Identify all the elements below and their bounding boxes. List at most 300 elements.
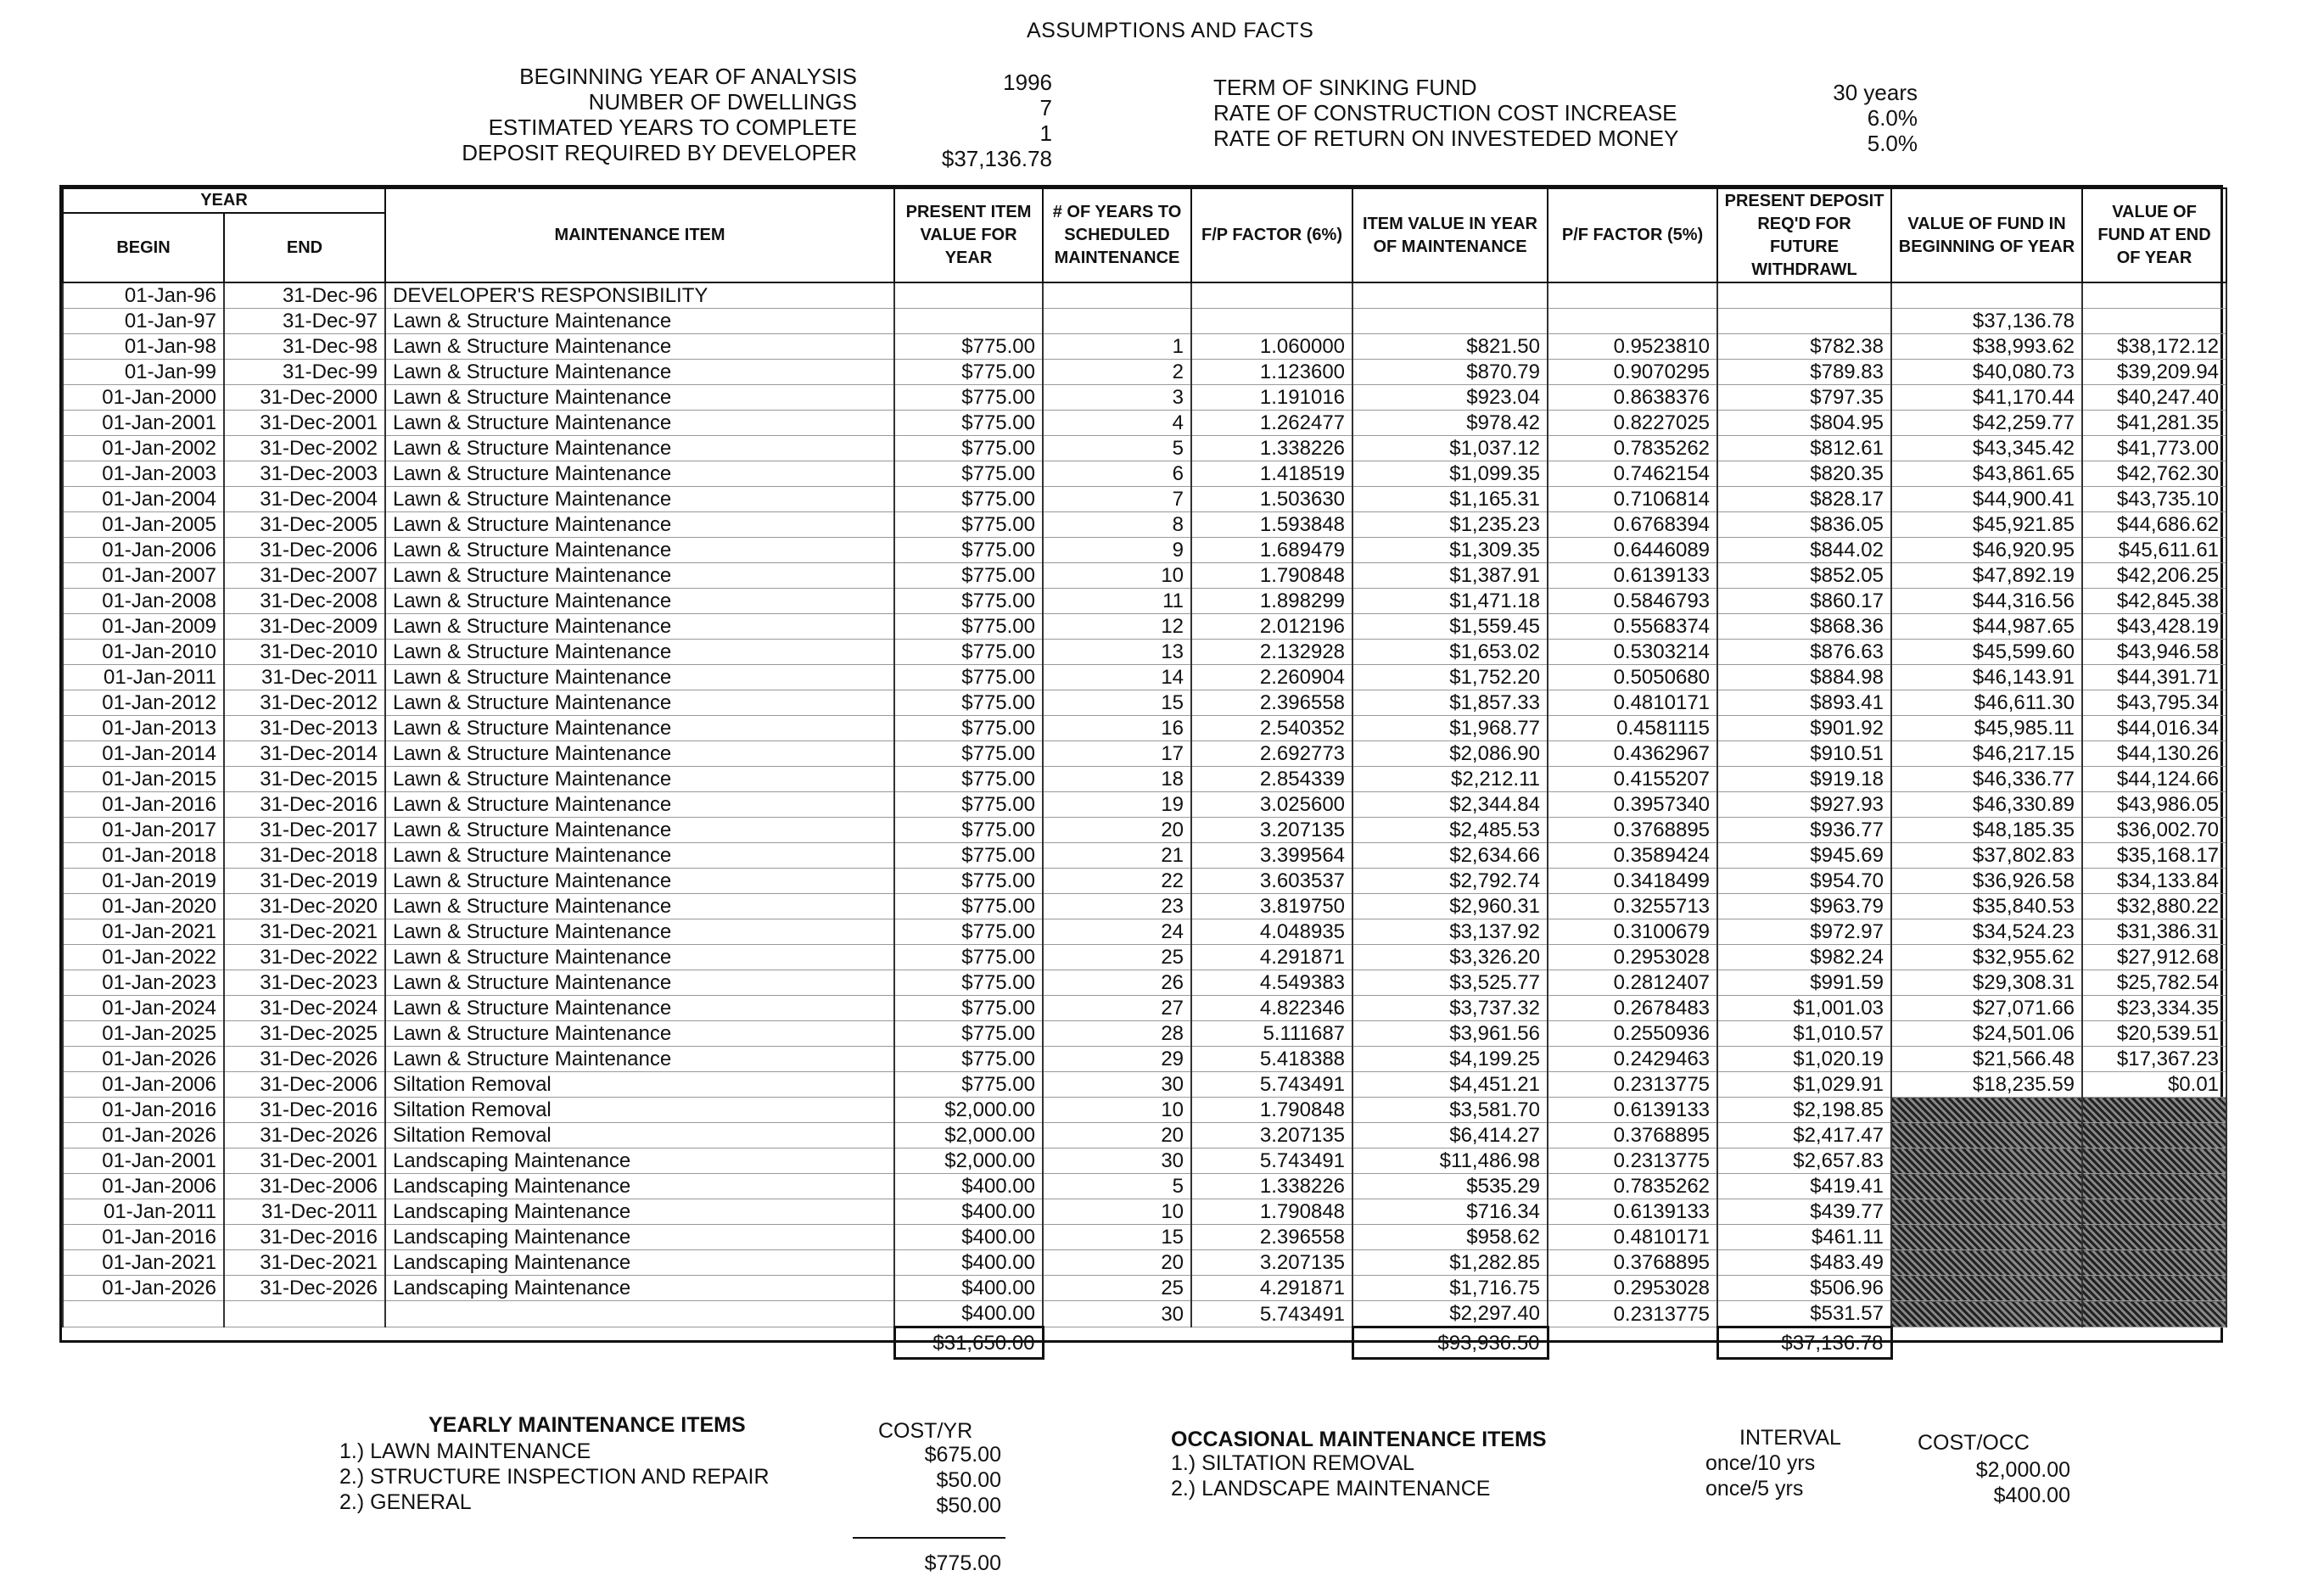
fp-factor-cell: 1.338226 [1191,1174,1352,1199]
pf-factor-cell: 0.3100679 [1548,919,1717,945]
begin-date-cell: 01-Jan-2020 [63,894,224,919]
item-value-cell: $2,344.84 [1352,792,1548,818]
begin-date-cell: 01-Jan-98 [63,334,224,360]
end-date-cell: 31-Dec-2017 [224,818,385,843]
assumption-value: 6.0% [1867,105,1918,131]
begin-date-cell: 01-Jan-2017 [63,818,224,843]
years-cell: 13 [1043,640,1191,665]
present-value-cell: $775.00 [894,665,1043,690]
deposit-cell: $852.05 [1717,563,1891,589]
value-end-cell: $32,880.22 [2082,894,2226,919]
assumptions-left [424,64,857,165]
assumption-value: $37,136.78 [941,146,1052,171]
pf-factor-cell: 0.4581115 [1548,716,1717,741]
present-value-cell: $2,000.00 [894,1148,1043,1174]
totals-row [63,1327,2226,1359]
yearly-item-cost: $50.00 [936,1468,1001,1492]
item-value-total: $93,936.50 [1352,1327,1548,1359]
value-end-cell: $25,782.54 [2082,970,2226,996]
value-begin-cell: $34,524.23 [1891,919,2082,945]
table-row [63,665,2226,690]
table-row [63,640,2226,665]
value-end-cell: $42,845.38 [2082,589,2226,614]
present-value-total: $31,650.00 [894,1327,1043,1359]
fp-factor-cell: 1.060000 [1191,334,1352,360]
begin-date-cell: 01-Jan-99 [63,360,224,385]
table-row [63,461,2226,487]
item-value-cell: $1,099.35 [1352,461,1548,487]
item-value-cell: $1,653.02 [1352,640,1548,665]
yearly-item-label: 2.) STRUCTURE INSPECTION AND REPAIR [339,1465,770,1489]
fp-factor-cell: 2.854339 [1191,767,1352,792]
begin-date-cell: 01-Jan-2005 [63,512,224,538]
value-end-cell [2082,282,2226,309]
value-end-cell: $44,130.26 [2082,741,2226,767]
years-cell: 22 [1043,869,1191,894]
begin-date-cell: 01-Jan-2026 [63,1047,224,1072]
table-row [63,512,2226,538]
item-cell: Lawn & Structure Maintenance [385,741,894,767]
pf-factor-cell: 0.7835262 [1548,1174,1717,1199]
value-end-cell: $43,946.58 [2082,640,2226,665]
value-end-cell: $41,281.35 [2082,411,2226,436]
years-cell: 30 [1043,1072,1191,1098]
occasional-costs [1935,1457,2070,1508]
end-date-cell: 31-Dec-2004 [224,487,385,512]
begin-date-cell: 01-Jan-2007 [63,563,224,589]
present-value-cell [894,309,1043,334]
pf-factor-cell: 0.8638376 [1548,385,1717,411]
table-row [63,1098,2226,1123]
end-date-cell: 31-Dec-2010 [224,640,385,665]
begin-date-cell [63,1301,224,1327]
value-begin-cell: $18,235.59 [1891,1072,2082,1098]
deposit-cell: $461.11 [1717,1225,1891,1250]
end-date-cell: 31-Dec-2005 [224,512,385,538]
begin-date-cell: 01-Jan-2021 [63,919,224,945]
item-value-cell: $1,165.31 [1352,487,1548,512]
yearly-item-cost: $675.00 [924,1443,1001,1467]
present-value-cell: $775.00 [894,512,1043,538]
present-value-cell: $775.00 [894,818,1043,843]
years-cell: 30 [1043,1148,1191,1174]
value-begin-cell: $43,345.42 [1891,436,2082,461]
occasional-item-label: 1.) SILTATION REMOVAL [1171,1451,1415,1475]
years-cell: 30 [1043,1301,1191,1327]
pf-factor-cell: 0.3768895 [1548,818,1717,843]
begin-date-cell: 01-Jan-2023 [63,970,224,996]
value-begin-cell [1891,1098,2082,1123]
deposit-cell: $506.96 [1717,1276,1891,1301]
begin-date-cell: 01-Jan-2015 [63,767,224,792]
value-begin-cell: $41,170.44 [1891,385,2082,411]
present-value-cell: $400.00 [894,1225,1043,1250]
years-cell: 27 [1043,996,1191,1021]
present-value-cell: $775.00 [894,894,1043,919]
deposit-cell: $1,029.91 [1717,1072,1891,1098]
item-cell: Lawn & Structure Maintenance [385,487,894,512]
begin-date-cell: 01-Jan-2026 [63,1123,224,1148]
table-row [63,1301,2226,1327]
deposit-cell: $782.38 [1717,334,1891,360]
item-value-cell: $1,282.85 [1352,1250,1548,1276]
deposit-cell: $2,417.47 [1717,1123,1891,1148]
occasional-item-label: 2.) LANDSCAPE MAINTENANCE [1171,1477,1491,1501]
fp-factor-cell: 4.291871 [1191,1276,1352,1301]
value-end-cell: $44,391.71 [2082,665,2226,690]
years-cell: 17 [1043,741,1191,767]
years-cell: 10 [1043,563,1191,589]
value-begin-cell: $45,599.60 [1891,640,2082,665]
begin-date-cell: 01-Jan-2024 [63,996,224,1021]
item-value-cell: $3,137.92 [1352,919,1548,945]
table-row [63,1047,2226,1072]
value-begin-cell: $21,566.48 [1891,1047,2082,1072]
value-begin-cell: $29,308.31 [1891,970,2082,996]
years-cell: 3 [1043,385,1191,411]
pf-factor-cell: 0.5050680 [1548,665,1717,690]
deposit-cell [1717,309,1891,334]
fp-factor-cell: 4.048935 [1191,919,1352,945]
occasional-item-interval: once/10 yrs [1705,1451,1816,1475]
pf-factor-cell: 0.2953028 [1548,945,1717,970]
deposit-cell: $972.97 [1717,919,1891,945]
pf-factor-cell: 0.3957340 [1548,792,1717,818]
table-row [63,411,2226,436]
table-row [63,334,2226,360]
begin-date-cell: 01-Jan-2003 [63,461,224,487]
end-date-cell: 31-Dec-2016 [224,1225,385,1250]
present-value-cell: $775.00 [894,690,1043,716]
table-row [63,894,2226,919]
present-value-cell: $775.00 [894,843,1043,869]
years-cell: 25 [1043,945,1191,970]
item-cell: Lawn & Structure Maintenance [385,818,894,843]
value-begin-cell: $40,080.73 [1891,360,2082,385]
pf-factor-cell: 0.6139133 [1548,1199,1717,1225]
assumption-label: ESTIMATED YEARS TO COMPLETE [488,115,857,140]
deposit-header: PRESENT DEPOSIT REQ'D FOR FUTURE WITHDRAWL [1717,188,1891,282]
sum-divider [853,1537,1005,1539]
item-cell: Lawn & Structure Maintenance [385,716,894,741]
fp-factor-cell: 5.743491 [1191,1072,1352,1098]
item-cell: Siltation Removal [385,1123,894,1148]
pf-factor-cell: 0.3255713 [1548,894,1717,919]
begin-date-cell: 01-Jan-2006 [63,1174,224,1199]
table-row [63,1148,2226,1174]
item-value-cell: $958.62 [1352,1225,1548,1250]
value-begin-cell: $46,920.95 [1891,538,2082,563]
fp-factor-cell: 3.399564 [1191,843,1352,869]
pf-factor-cell: 0.5568374 [1548,614,1717,640]
table-row [63,1250,2226,1276]
item-cell: DEVELOPER'S RESPONSIBILITY [385,282,894,309]
years-cell: 7 [1043,487,1191,512]
deposit-cell: $2,198.85 [1717,1098,1891,1123]
end-date-cell: 31-Dec-2024 [224,996,385,1021]
deposit-cell: $789.83 [1717,360,1891,385]
value-begin-cell: $27,071.66 [1891,996,2082,1021]
item-cell: Lawn & Structure Maintenance [385,792,894,818]
year-group-header: YEAR [63,188,385,213]
end-date-cell: 31-Dec-2001 [224,411,385,436]
years-cell: 29 [1043,1047,1191,1072]
yearly-cost-header: COST/YR [878,1419,973,1443]
item-value-cell: $1,716.75 [1352,1276,1548,1301]
pf-factor-cell: 0.2313775 [1548,1072,1717,1098]
years-cell: 15 [1043,1225,1191,1250]
yearly-title: YEARLY MAINTENANCE ITEMS [428,1413,746,1437]
empty-cell [1548,1327,1717,1359]
value-end-cell: $44,686.62 [2082,512,2226,538]
item-cell: Lawn & Structure Maintenance [385,360,894,385]
pf-factor-cell: 0.3418499 [1548,869,1717,894]
item-value-cell: $2,634.66 [1352,843,1548,869]
present-value-cell: $400.00 [894,1276,1043,1301]
item-value-cell: $1,309.35 [1352,538,1548,563]
table-row [63,538,2226,563]
table-row [63,741,2226,767]
empty-cell [1191,1327,1352,1359]
item-value-cell: $2,297.40 [1352,1301,1548,1327]
years-cell: 12 [1043,614,1191,640]
present-value-cell: $775.00 [894,1021,1043,1047]
fp-factor-cell: 1.262477 [1191,411,1352,436]
begin-date-cell: 01-Jan-2025 [63,1021,224,1047]
present-value-cell: $775.00 [894,767,1043,792]
value-end-cell: $23,334.35 [2082,996,2226,1021]
deposit-cell: $876.63 [1717,640,1891,665]
value-end-cell: $41,773.00 [2082,436,2226,461]
fp-factor-cell: 2.396558 [1191,1225,1352,1250]
value-begin-cell [1891,1199,2082,1225]
end-date-cell: 31-Dec-2006 [224,1072,385,1098]
yearly-item-label: 2.) GENERAL [339,1490,472,1514]
item-value-cell: $1,387.91 [1352,563,1548,589]
fp-factor-cell: 5.111687 [1191,1021,1352,1047]
item-cell: Lawn & Structure Maintenance [385,461,894,487]
pf-factor-cell: 0.6139133 [1548,563,1717,589]
item-value-cell: $716.34 [1352,1199,1548,1225]
value-end-cell [2082,1276,2226,1301]
pf-factor-cell: 0.3768895 [1548,1123,1717,1148]
present-value-cell: $775.00 [894,1072,1043,1098]
present-value-cell: $775.00 [894,741,1043,767]
item-value-cell: $4,451.21 [1352,1072,1548,1098]
occasional-item-cost: $400.00 [1993,1484,2070,1507]
table-row [63,1199,2226,1225]
value-begin-cell: $46,611.30 [1891,690,2082,716]
item-cell: Landscaping Maintenance [385,1148,894,1174]
fp-factor-cell: 1.191016 [1191,385,1352,411]
end-date-cell: 31-Dec-2009 [224,614,385,640]
end-date-cell: 31-Dec-2021 [224,919,385,945]
begin-date-cell: 01-Jan-97 [63,309,224,334]
item-cell: Lawn & Structure Maintenance [385,512,894,538]
empty-cell [2082,1327,2226,1359]
value-begin-cell: $44,900.41 [1891,487,2082,512]
present-value-cell: $775.00 [894,385,1043,411]
pf-factor-cell: 0.4810171 [1548,1225,1717,1250]
item-cell: Lawn & Structure Maintenance [385,919,894,945]
begin-date-cell: 01-Jan-2021 [63,1250,224,1276]
value-end-cell: $44,016.34 [2082,716,2226,741]
value-end-cell: $27,912.68 [2082,945,2226,970]
years-cell: 24 [1043,919,1191,945]
value-begin-cell [1891,282,2082,309]
item-value-cell: $4,199.25 [1352,1047,1548,1072]
value-begin-cell: $24,501.06 [1891,1021,2082,1047]
value-begin-cell [1891,1148,2082,1174]
deposit-cell: $836.05 [1717,512,1891,538]
item-cell: Lawn & Structure Maintenance [385,1021,894,1047]
begin-date-cell: 01-Jan-2000 [63,385,224,411]
deposit-cell: $812.61 [1717,436,1891,461]
empty-cell [385,1327,894,1359]
end-date-cell: 31-Dec-2012 [224,690,385,716]
fp-factor-cell: 1.689479 [1191,538,1352,563]
assumption-value: 7 [1039,95,1052,120]
item-cell: Lawn & Structure Maintenance [385,436,894,461]
table-row [63,1021,2226,1047]
present-value-cell: $775.00 [894,970,1043,996]
end-date-cell: 31-Dec-2007 [224,563,385,589]
pf-factor-cell [1548,309,1717,334]
deposit-cell: $820.35 [1717,461,1891,487]
end-date-cell: 31-Dec-2021 [224,1250,385,1276]
empty-cell [1891,1327,2082,1359]
present-value-cell [894,282,1043,309]
deposit-cell: $963.79 [1717,894,1891,919]
present-value-header: PRESENT ITEM VALUE FOR YEAR [894,188,1043,282]
pf-factor-cell: 0.7462154 [1548,461,1717,487]
years-cell: 18 [1043,767,1191,792]
begin-date-cell: 01-Jan-96 [63,282,224,309]
value-begin-cell: $48,185.35 [1891,818,2082,843]
value-end-cell: $0.01 [2082,1072,2226,1098]
years-cell: 14 [1043,665,1191,690]
item-value-cell: $535.29 [1352,1174,1548,1199]
value-end-cell [2082,1174,2226,1199]
deposit-cell: $991.59 [1717,970,1891,996]
present-value-cell: $2,000.00 [894,1123,1043,1148]
present-value-cell: $775.00 [894,945,1043,970]
deposit-cell: $1,020.19 [1717,1047,1891,1072]
item-value-cell: $3,961.56 [1352,1021,1548,1047]
present-value-cell: $775.00 [894,1047,1043,1072]
begin-date-cell: 01-Jan-2016 [63,1098,224,1123]
fp-factor-cell: 3.207135 [1191,1250,1352,1276]
end-date-cell: 31-Dec-2019 [224,869,385,894]
pf-factor-cell: 0.4155207 [1548,767,1717,792]
item-cell: Landscaping Maintenance [385,1250,894,1276]
item-cell: Lawn & Structure Maintenance [385,411,894,436]
item-value-cell: $6,414.27 [1352,1123,1548,1148]
sinking-fund-table [59,185,2223,1355]
pf-factor-cell: 0.3589424 [1548,843,1717,869]
begin-date-cell: 01-Jan-2001 [63,1148,224,1174]
fp-factor-cell: 5.418388 [1191,1047,1352,1072]
fp-factor-header: F/P FACTOR (6%) [1191,188,1352,282]
pf-factor-cell: 0.7835262 [1548,436,1717,461]
deposit-cell: $927.93 [1717,792,1891,818]
item-cell: Lawn & Structure Maintenance [385,869,894,894]
table-row [63,589,2226,614]
fp-factor-cell: 5.743491 [1191,1148,1352,1174]
years-cell: 15 [1043,690,1191,716]
value-begin-cell [1891,1174,2082,1199]
fp-factor-cell: 2.692773 [1191,741,1352,767]
table-row [63,919,2226,945]
item-cell: Lawn & Structure Maintenance [385,334,894,360]
item-value-cell: $1,037.12 [1352,436,1548,461]
item-value-cell: $1,471.18 [1352,589,1548,614]
deposit-cell: $901.92 [1717,716,1891,741]
value-begin-cell: $42,259.77 [1891,411,2082,436]
value-begin-cell: $46,336.77 [1891,767,2082,792]
begin-date-cell: 01-Jan-2013 [63,716,224,741]
present-value-cell: $400.00 [894,1250,1043,1276]
value-begin-cell: $45,921.85 [1891,512,2082,538]
pf-factor-cell: 0.6768394 [1548,512,1717,538]
value-begin-cell: $46,217.15 [1891,741,2082,767]
empty-cell [63,1327,224,1359]
deposit-cell: $910.51 [1717,741,1891,767]
pf-factor-header: P/F FACTOR (5%) [1548,188,1717,282]
table-row [63,614,2226,640]
fp-factor-cell: 4.549383 [1191,970,1352,996]
item-cell: Lawn & Structure Maintenance [385,843,894,869]
years-to-maintenance-header: # OF YEARS TO SCHEDULED MAINTENANCE [1043,188,1191,282]
table-row [63,360,2226,385]
value-begin-cell [1891,1276,2082,1301]
end-date-cell: 31-Dec-2001 [224,1148,385,1174]
deposit-cell: $419.41 [1717,1174,1891,1199]
present-value-cell: $775.00 [894,640,1043,665]
years-cell: 21 [1043,843,1191,869]
pf-factor-cell: 0.4810171 [1548,690,1717,716]
years-cell: 6 [1043,461,1191,487]
begin-date-cell: 01-Jan-2016 [63,1225,224,1250]
item-cell: Siltation Removal [385,1072,894,1098]
value-end-cell [2082,1250,2226,1276]
fp-factor-cell: 2.540352 [1191,716,1352,741]
item-header: MAINTENANCE ITEM [385,188,894,282]
pf-factor-cell: 0.2429463 [1548,1047,1717,1072]
value-begin-cell: $35,840.53 [1891,894,2082,919]
present-value-cell: $775.00 [894,538,1043,563]
table-row [63,436,2226,461]
begin-date-cell: 01-Jan-2011 [63,1199,224,1225]
assumption-value: 1996 [1003,70,1052,95]
value-begin-cell: $32,955.62 [1891,945,2082,970]
assumption-label: BEGINNING YEAR OF ANALYSIS [519,64,857,89]
fp-factor-cell: 2.012196 [1191,614,1352,640]
end-date-cell: 31-Dec-2016 [224,1098,385,1123]
table-row [63,487,2226,512]
begin-date-cell: 01-Jan-2004 [63,487,224,512]
assumption-value: 1 [1039,120,1052,146]
deposit-cell: $844.02 [1717,538,1891,563]
present-value-cell: $775.00 [894,869,1043,894]
value-begin-cell: $46,143.91 [1891,665,2082,690]
years-cell: 2 [1043,360,1191,385]
item-value-cell [1352,282,1548,309]
item-value-header: ITEM VALUE IN YEAR OF MAINTENANCE [1352,188,1548,282]
value-end-cell: $17,367.23 [2082,1047,2226,1072]
table-row [63,996,2226,1021]
end-date-cell: 31-Dec-2018 [224,843,385,869]
